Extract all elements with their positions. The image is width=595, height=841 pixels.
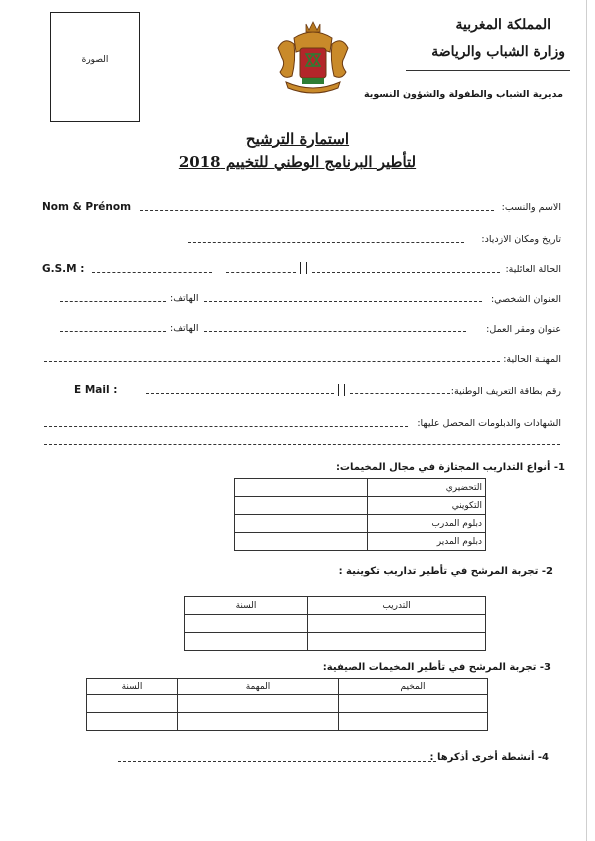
gsm-field-line-2[interactable]: [226, 272, 296, 273]
gsm-field-line[interactable]: [92, 272, 212, 273]
royal-emblem-icon: [272, 18, 354, 100]
family-status-label: الحالة العائلية:: [505, 264, 561, 275]
training-experience-table: [184, 596, 486, 651]
diplomas-field-line[interactable]: [44, 426, 408, 427]
table-cell[interactable]: [235, 533, 368, 551]
diplomas-label: الشهادات والدبلومات المحصل عليها:: [417, 418, 561, 429]
table-cell: التكويني: [368, 497, 486, 515]
table-cell[interactable]: [185, 615, 308, 633]
other-activities-field-line[interactable]: [118, 761, 436, 762]
table-header: المهمة: [178, 679, 339, 695]
profession-field-line[interactable]: [44, 361, 500, 362]
form-title-text: استمارة الترشيح: [245, 130, 350, 148]
work-address-label: عنوان ومقر العمل:: [486, 324, 561, 335]
form-subtitle: [0, 153, 595, 171]
gsm-label: G.S.M :: [42, 263, 85, 275]
kingdom-heading: المملكة المغربية: [455, 17, 551, 33]
phone-label-1: الهاتف:: [170, 293, 199, 304]
section3-title: 3- تجربة المرشح في تأطير المخيمات الصيفية:: [322, 662, 551, 673]
family-status-field-line[interactable]: [312, 272, 500, 273]
header-underline: [406, 70, 570, 71]
table-cell[interactable]: [339, 695, 488, 713]
work-address-field-line[interactable]: [204, 331, 466, 332]
training-types-table: [234, 478, 486, 551]
phone-label-2: الهاتف:: [170, 323, 199, 334]
table-cell[interactable]: [339, 713, 488, 731]
photo-label: الصورة: [81, 55, 109, 65]
separator-mark: [338, 384, 345, 396]
table-header: المخيم: [339, 679, 488, 695]
address-label: العنوان الشخصي:: [490, 294, 561, 305]
separator-mark: [300, 262, 307, 274]
table-cell[interactable]: [178, 713, 339, 731]
ministry-heading: وزارة الشباب والرياضة: [431, 44, 565, 60]
photo-box: [50, 12, 140, 122]
table-cell[interactable]: [235, 479, 368, 497]
section4-title: 4- أنشطة أخرى أذكرها :: [429, 752, 549, 763]
phone-field-line-1[interactable]: [60, 301, 166, 302]
table-cell: التحضيري: [368, 479, 486, 497]
table-cell[interactable]: [178, 695, 339, 713]
table-header: التدريب: [308, 597, 486, 615]
table-cell[interactable]: [235, 515, 368, 533]
directorate-heading: مديرية الشباب والطفولة والشؤون النسوية: [363, 89, 563, 100]
phone-field-line-2[interactable]: [60, 331, 166, 332]
table-header: السنة: [87, 679, 178, 695]
table-cell: دبلوم المدير: [368, 533, 486, 551]
email-field-line[interactable]: [146, 393, 334, 394]
email-label: E Mail :: [74, 384, 118, 396]
name-ar-label: الاسم والنسب:: [501, 202, 561, 213]
birth-label: تاريخ ومكان الازدياد:: [481, 234, 561, 245]
camp-experience-table: [86, 678, 488, 731]
name-fr-label: Nom & Prénom: [42, 201, 132, 213]
section1-title: 1- أنواع التداريب المجتازة في مجال المخيمات:: [335, 462, 565, 473]
table-cell: دبلوم المدرب: [368, 515, 486, 533]
diplomas-field-line-2[interactable]: [44, 444, 560, 445]
table-cell[interactable]: [87, 695, 178, 713]
form-subtitle-text: لتأطير البرنامج الوطني للتخييم 2018: [178, 153, 417, 171]
table-cell[interactable]: [235, 497, 368, 515]
table-cell[interactable]: [185, 633, 308, 651]
address-field-line[interactable]: [204, 301, 482, 302]
table-cell[interactable]: [308, 615, 486, 633]
section2-title: 2- تجربة المرشح في تأطير تداريب تكوينية :: [338, 566, 553, 577]
table-cell[interactable]: [308, 633, 486, 651]
profession-label: المهنـة الحالية:: [503, 354, 561, 365]
name-field-line[interactable]: [140, 210, 494, 211]
table-cell[interactable]: [87, 713, 178, 731]
page-edge: [586, 0, 587, 841]
table-header: السنة: [185, 597, 308, 615]
cin-label: رقم بطاقة التعريف الوطنية:: [450, 386, 561, 397]
form-title: [0, 130, 595, 148]
birth-field-line[interactable]: [188, 242, 464, 243]
cin-field-line[interactable]: [350, 393, 450, 394]
